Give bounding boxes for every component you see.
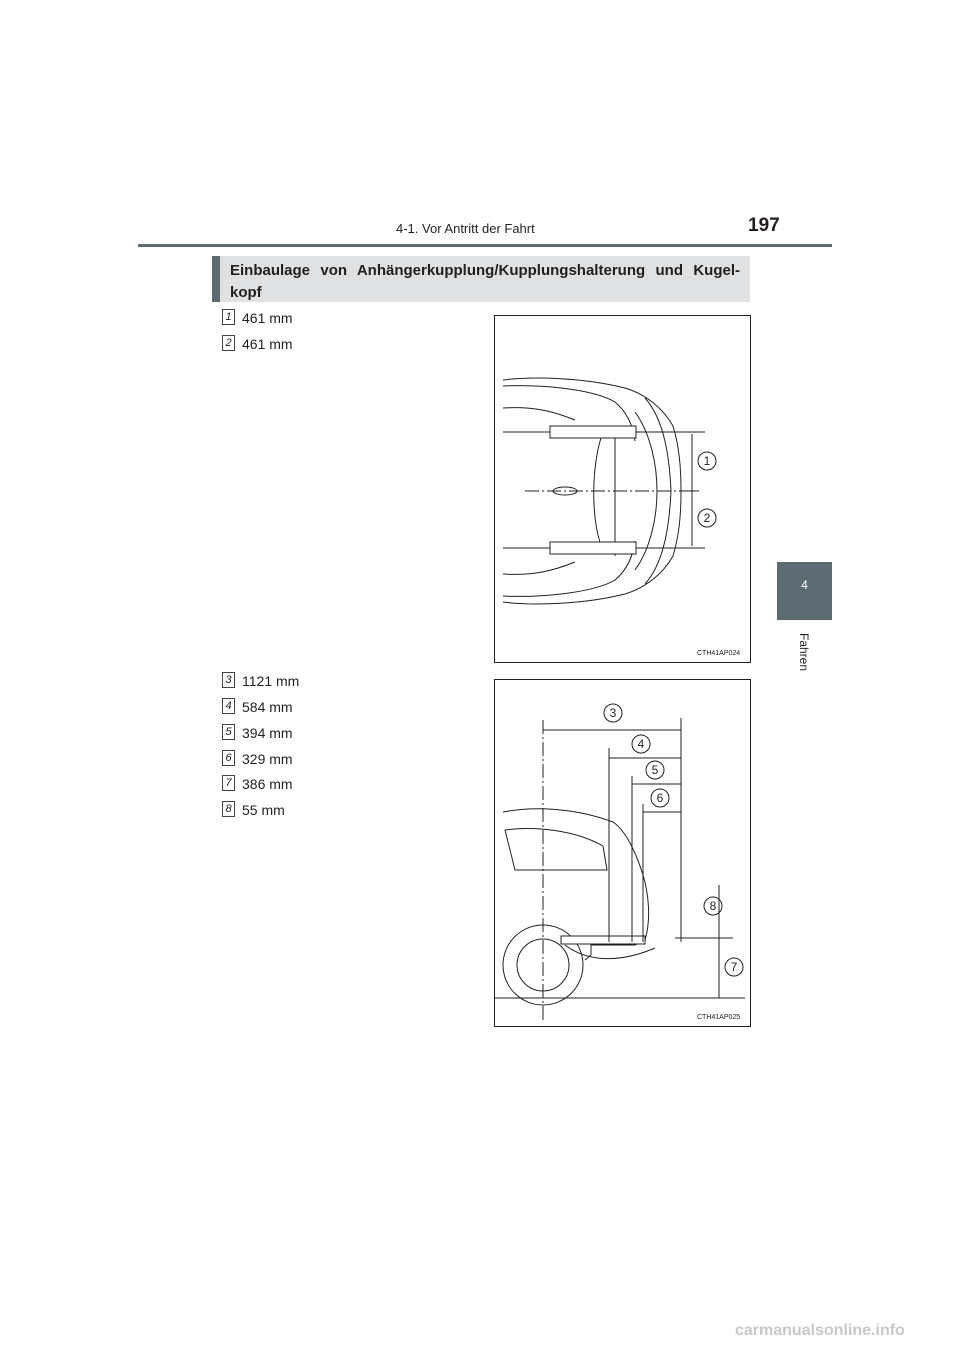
- section-title: 4-1. Vor Antritt der Fahrt: [396, 221, 535, 236]
- item-number: 3: [222, 672, 235, 688]
- item-number: 7: [222, 775, 235, 791]
- item-value: 461 mm: [242, 310, 293, 326]
- chapter-number: 4: [801, 578, 808, 592]
- rear-window: [505, 829, 607, 870]
- item-number: 6: [222, 750, 235, 766]
- figure-code: CTH41AP025: [697, 1014, 741, 1021]
- callout-6: 6: [656, 791, 664, 805]
- figure-code: CTH41AP024: [697, 650, 741, 657]
- item-value: 55 mm: [242, 802, 285, 818]
- item-value: 329 mm: [242, 751, 293, 767]
- item-number: 8: [222, 801, 235, 817]
- callout-7: 7: [730, 960, 738, 974]
- item-value: 386 mm: [242, 776, 293, 792]
- page-number: 197: [748, 215, 780, 236]
- item-value: 584 mm: [242, 699, 293, 715]
- chapter-tab: [777, 562, 832, 620]
- chapter-label: [797, 630, 811, 674]
- mount-upper: [550, 426, 636, 438]
- item-number: 5: [222, 724, 235, 740]
- header-rule: [138, 244, 832, 247]
- item-value: 394 mm: [242, 725, 293, 741]
- top-view-drawing: [495, 316, 751, 663]
- callout-5: 5: [651, 763, 659, 777]
- side-view-drawing: [495, 680, 751, 1027]
- callout-4: 4: [637, 737, 645, 751]
- item-number: 1: [222, 309, 235, 325]
- item-value: 461 mm: [242, 336, 293, 352]
- callout-3: 3: [609, 706, 617, 720]
- callout-1: 1: [703, 454, 711, 468]
- watermark: carmanualsonline.info: [735, 1322, 905, 1339]
- chapter-label-text: Fahren: [797, 632, 811, 672]
- section-heading: Einbaulage von Anhängerkupplung/Kupplungshalterung und Kugel-kopf: [212, 256, 750, 302]
- figure-side-view: [494, 679, 751, 1027]
- roof-line-upper: [503, 408, 575, 420]
- figure-top-view: [494, 315, 751, 663]
- callout-2: 2: [703, 511, 711, 525]
- roof-line-lower: [503, 562, 575, 574]
- mount-lower: [550, 542, 636, 554]
- item-number: 2: [222, 335, 235, 351]
- item-number: 4: [222, 698, 235, 714]
- callout-8: 8: [709, 899, 717, 913]
- item-value: 1121 mm: [242, 673, 300, 689]
